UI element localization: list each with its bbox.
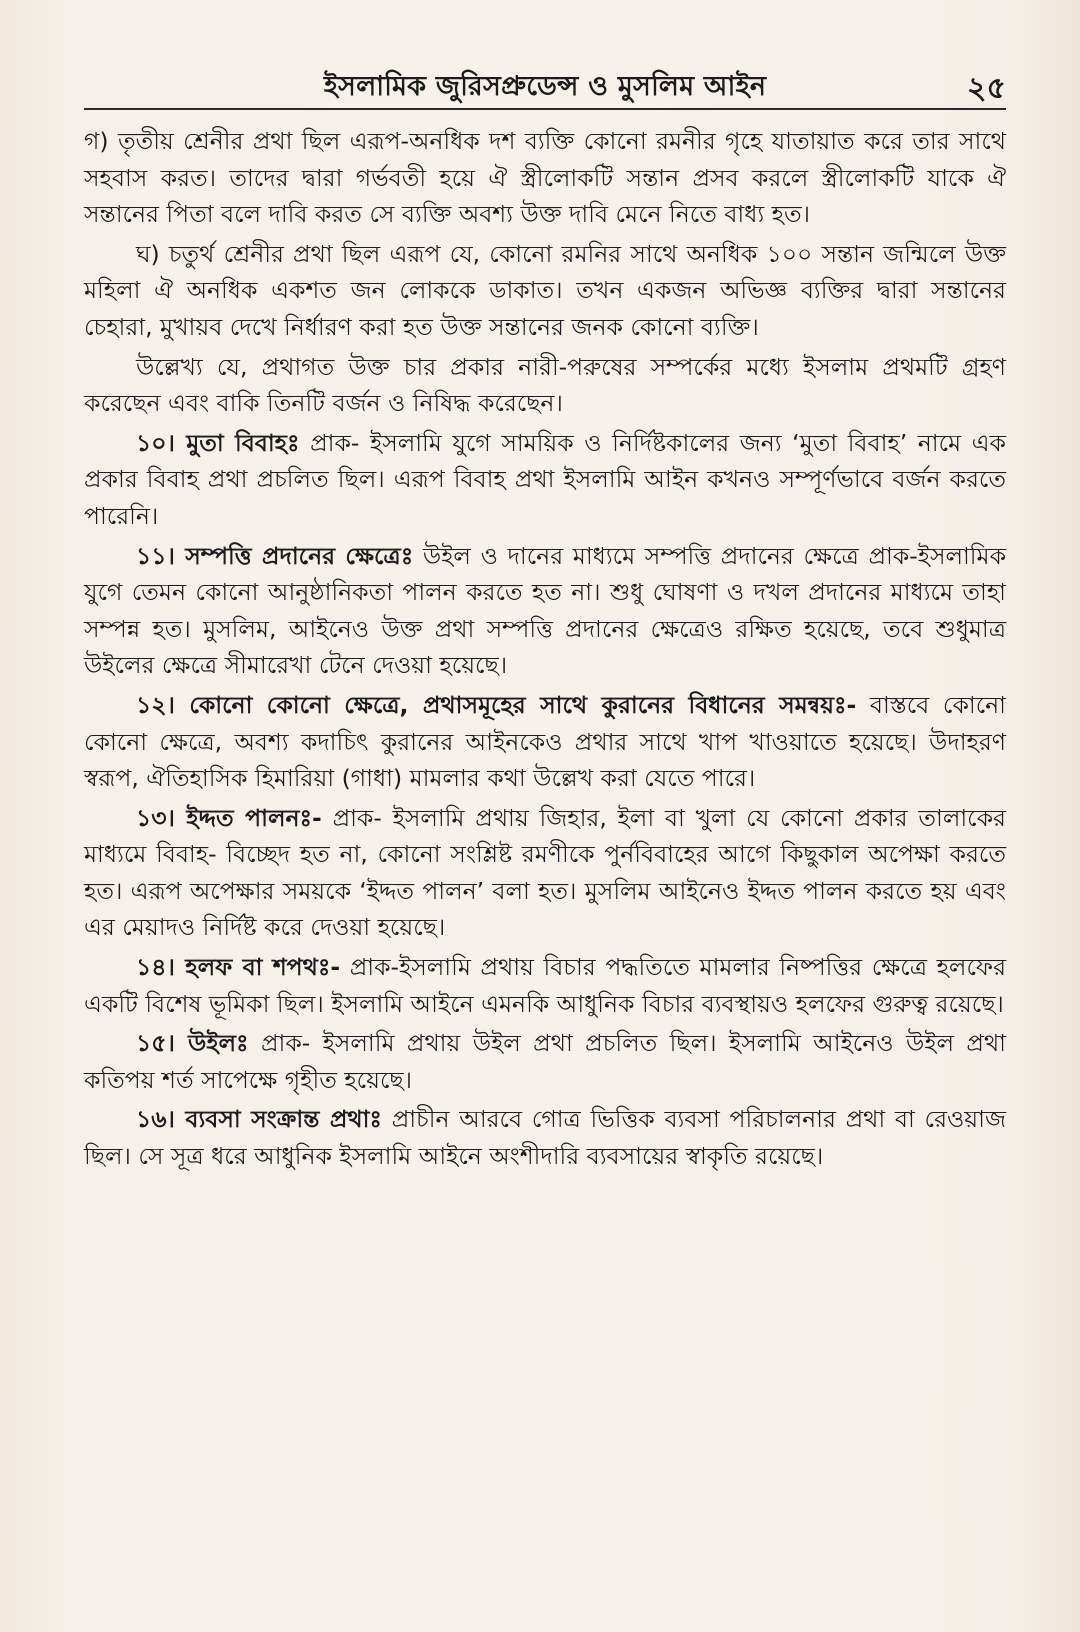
paragraph-custom-4: ঘ) চতুর্থ শ্রেনীর প্রথা ছিল এরূপ যে, কোনো রমনির সাথে অনধিক ১০০ সন্তান জন্মিলে উক্ত মহিলা ঐ অনধিক একশত জন লোককে ডাকাত। তখন একজন অভিজ্ঞ ব্যক্তির দ্বারা সন্তানের চেহারা, মুখায়ব দেখে নির্ধারণ করা হত উক্ত সন্তানের জনক কোনো ব্যক্তি।: [84, 239, 1006, 341]
section-heading: ১১। সম্পত্তি প্রদানের ক্ষেত্রেঃ: [136, 541, 414, 570]
running-title: ইসলামিক জুরিসপ্রুডেন্স ও মুসলিম আইন: [323, 71, 767, 102]
section-heading: ১৩। ইদ্দত পালনঃ-: [136, 803, 322, 832]
body-text: [84, 123, 1006, 1178]
page-header: [84, 62, 1006, 110]
paragraph-property-transfer: ১১। সম্পত্তি প্রদানের ক্ষেত্রেঃ উইল ও দানের মাধ্যমে সম্পত্তি প্রদানের ক্ষেত্রে প্রাক-ইসলামিক যুগে তেমন কোনো আনুষ্ঠানিকতা পালন করতে হত না। শুধু ঘোষণা ও দখল প্রদানের মাধ্যমে তাহা সম্পন্ন হত। মুসলিম, আইনেও উক্ত প্রথা সম্পত্তি প্রদানের ক্ষেত্রেও রক্ষিত হয়েছে, তবে শুধুমাত্র উইলের ক্ষেত্রে সীমারেখা টেনে দেওয়া হয়েছে।: [84, 541, 1007, 680]
paragraph-iddat: ১৩। ইদ্দত পালনঃ- প্রাক- ইসলামি প্রথায় জিহার, ইলা বা খুলা যে কোনো প্রকার তালাকের মাধ্যমে বিবাহ- বিচ্ছেদ হত না, কোনো সংশ্লিষ্ট রমণীকে পুর্নবিবাহের আগে কিছুকাল অপেক্ষা করতে হত। এরূপ অপেক্ষার সময়কে ‘ইদ্দত পালন’ বলা হত। মুসলিম আইনেও ইদ্দত পালন করতে হয় এবং এর মেয়াদও নির্দিষ্ট করে দেওয়া হয়েছে।: [84, 803, 1006, 942]
paragraph-oath: ১৪। হলফ বা শপথঃ- প্রাক-ইসলামি প্রথায় বিচার পদ্ধতিতে মামলার নিষ্পত্তির ক্ষেত্রে হলফের একটি বিশেষ ভূমিকা ছিল। ইসলামি আইনে এমনকি আধুনিক বিচার ব্যবস্থায়ও হলফের গুরুত্ব রয়েছে।: [84, 953, 1006, 1018]
paragraph-custom-3: গ) তৃতীয় শ্রেনীর প্রথা ছিল এরূপ-অনধিক দশ ব্যক্তি কোনো রমনীর গৃহে যাতায়াত করে তার সাথে সহবাস করত। তাদের দ্বারা গর্ভবতী হয়ে ঐ স্ত্রীলোকটি সন্তান প্রসব করলে স্ত্রীলোকটি যাকে ঐ সন্তানের পিতা বলে দাবি করত সে ব্যক্তি অবশ্য উক্ত দাবি মেনে নিতে বাধ্য হত।: [84, 127, 1006, 229]
section-heading: ১৬। ব্যবসা সংক্রান্ত প্রথাঃ: [136, 1105, 382, 1134]
section-heading: ১২। কোনো কোনো ক্ষেত্রে, প্রথাসমূহের সাথে কুরানের বিধানের সমন্বয়ঃ-: [136, 690, 857, 719]
section-heading: ১৪। হলফ বা শপথঃ-: [136, 953, 341, 982]
paragraph-will: ১৫। উইলঃ প্রাক- ইসলামি প্রথায় উইল প্রথা প্রচলিত ছিল। ইসলামি আইনেও উইল প্রথা কতিপয় শর্ত সাপেক্ষে গৃহীত হয়েছে।: [84, 1029, 1006, 1094]
paragraph-muta-marriage: ১০। মুতা বিবাহঃ প্রাক- ইসলামি যুগে সাময়িক ও নির্দিষ্টকালের জন্য ‘মুতা বিবাহ’ নামে এক প্রকার বিবাহ প্রথা প্রচলিত ছিল। এরূপ বিবাহ প্রথা ইসলামি আইন কখনও সম্পূর্ণভাবে বর্জন করতে পারেনি।: [84, 428, 1006, 530]
page-number: ২৫: [967, 71, 1006, 106]
paragraph-quran-harmony: ১২। কোনো কোনো ক্ষেত্রে, প্রথাসমূহের সাথে কুরানের বিধানের সমন্বয়ঃ- বাস্তবে কোনো কোনো ক্ষেত্রে, অবশ্য কদাচিৎ কুরানের আইনকেও প্রথার সাথে খাপ খাওয়াতে হয়েছে। উদাহরণ স্বরূপ, ঐতিহাসিক হিমারিয়া (গাধা) মামলার কথা উল্লেখ করা যেতে পারে।: [84, 690, 1006, 793]
paragraph-business-custom: ১৬। ব্যবসা সংক্রান্ত প্রথাঃ প্রাচীন আরবে গোত্র ভিত্তিক ব্যবসা পরিচালনার প্রথা বা রেওয়াজ ছিল। সে সূত্র ধরে আধুনিক ইসলামি আইনে অংশীদারি ব্যবসায়ের স্বাকৃতি রয়েছে।: [84, 1105, 1006, 1171]
section-heading: ১০। মুতা বিবাহঃ: [136, 428, 300, 457]
section-heading: ১৫। উইলঃ: [136, 1029, 249, 1058]
paragraph-note: উল্লেখ্য যে, প্রথাগত উক্ত চার প্রকার নারী-পরুষের সম্পর্কের মধ্যে ইসলাম প্রথমটি গ্রহণ করেছেন এবং বাকি তিনটি বর্জন ও নিষিদ্ধ করেছেন।: [84, 352, 1006, 418]
